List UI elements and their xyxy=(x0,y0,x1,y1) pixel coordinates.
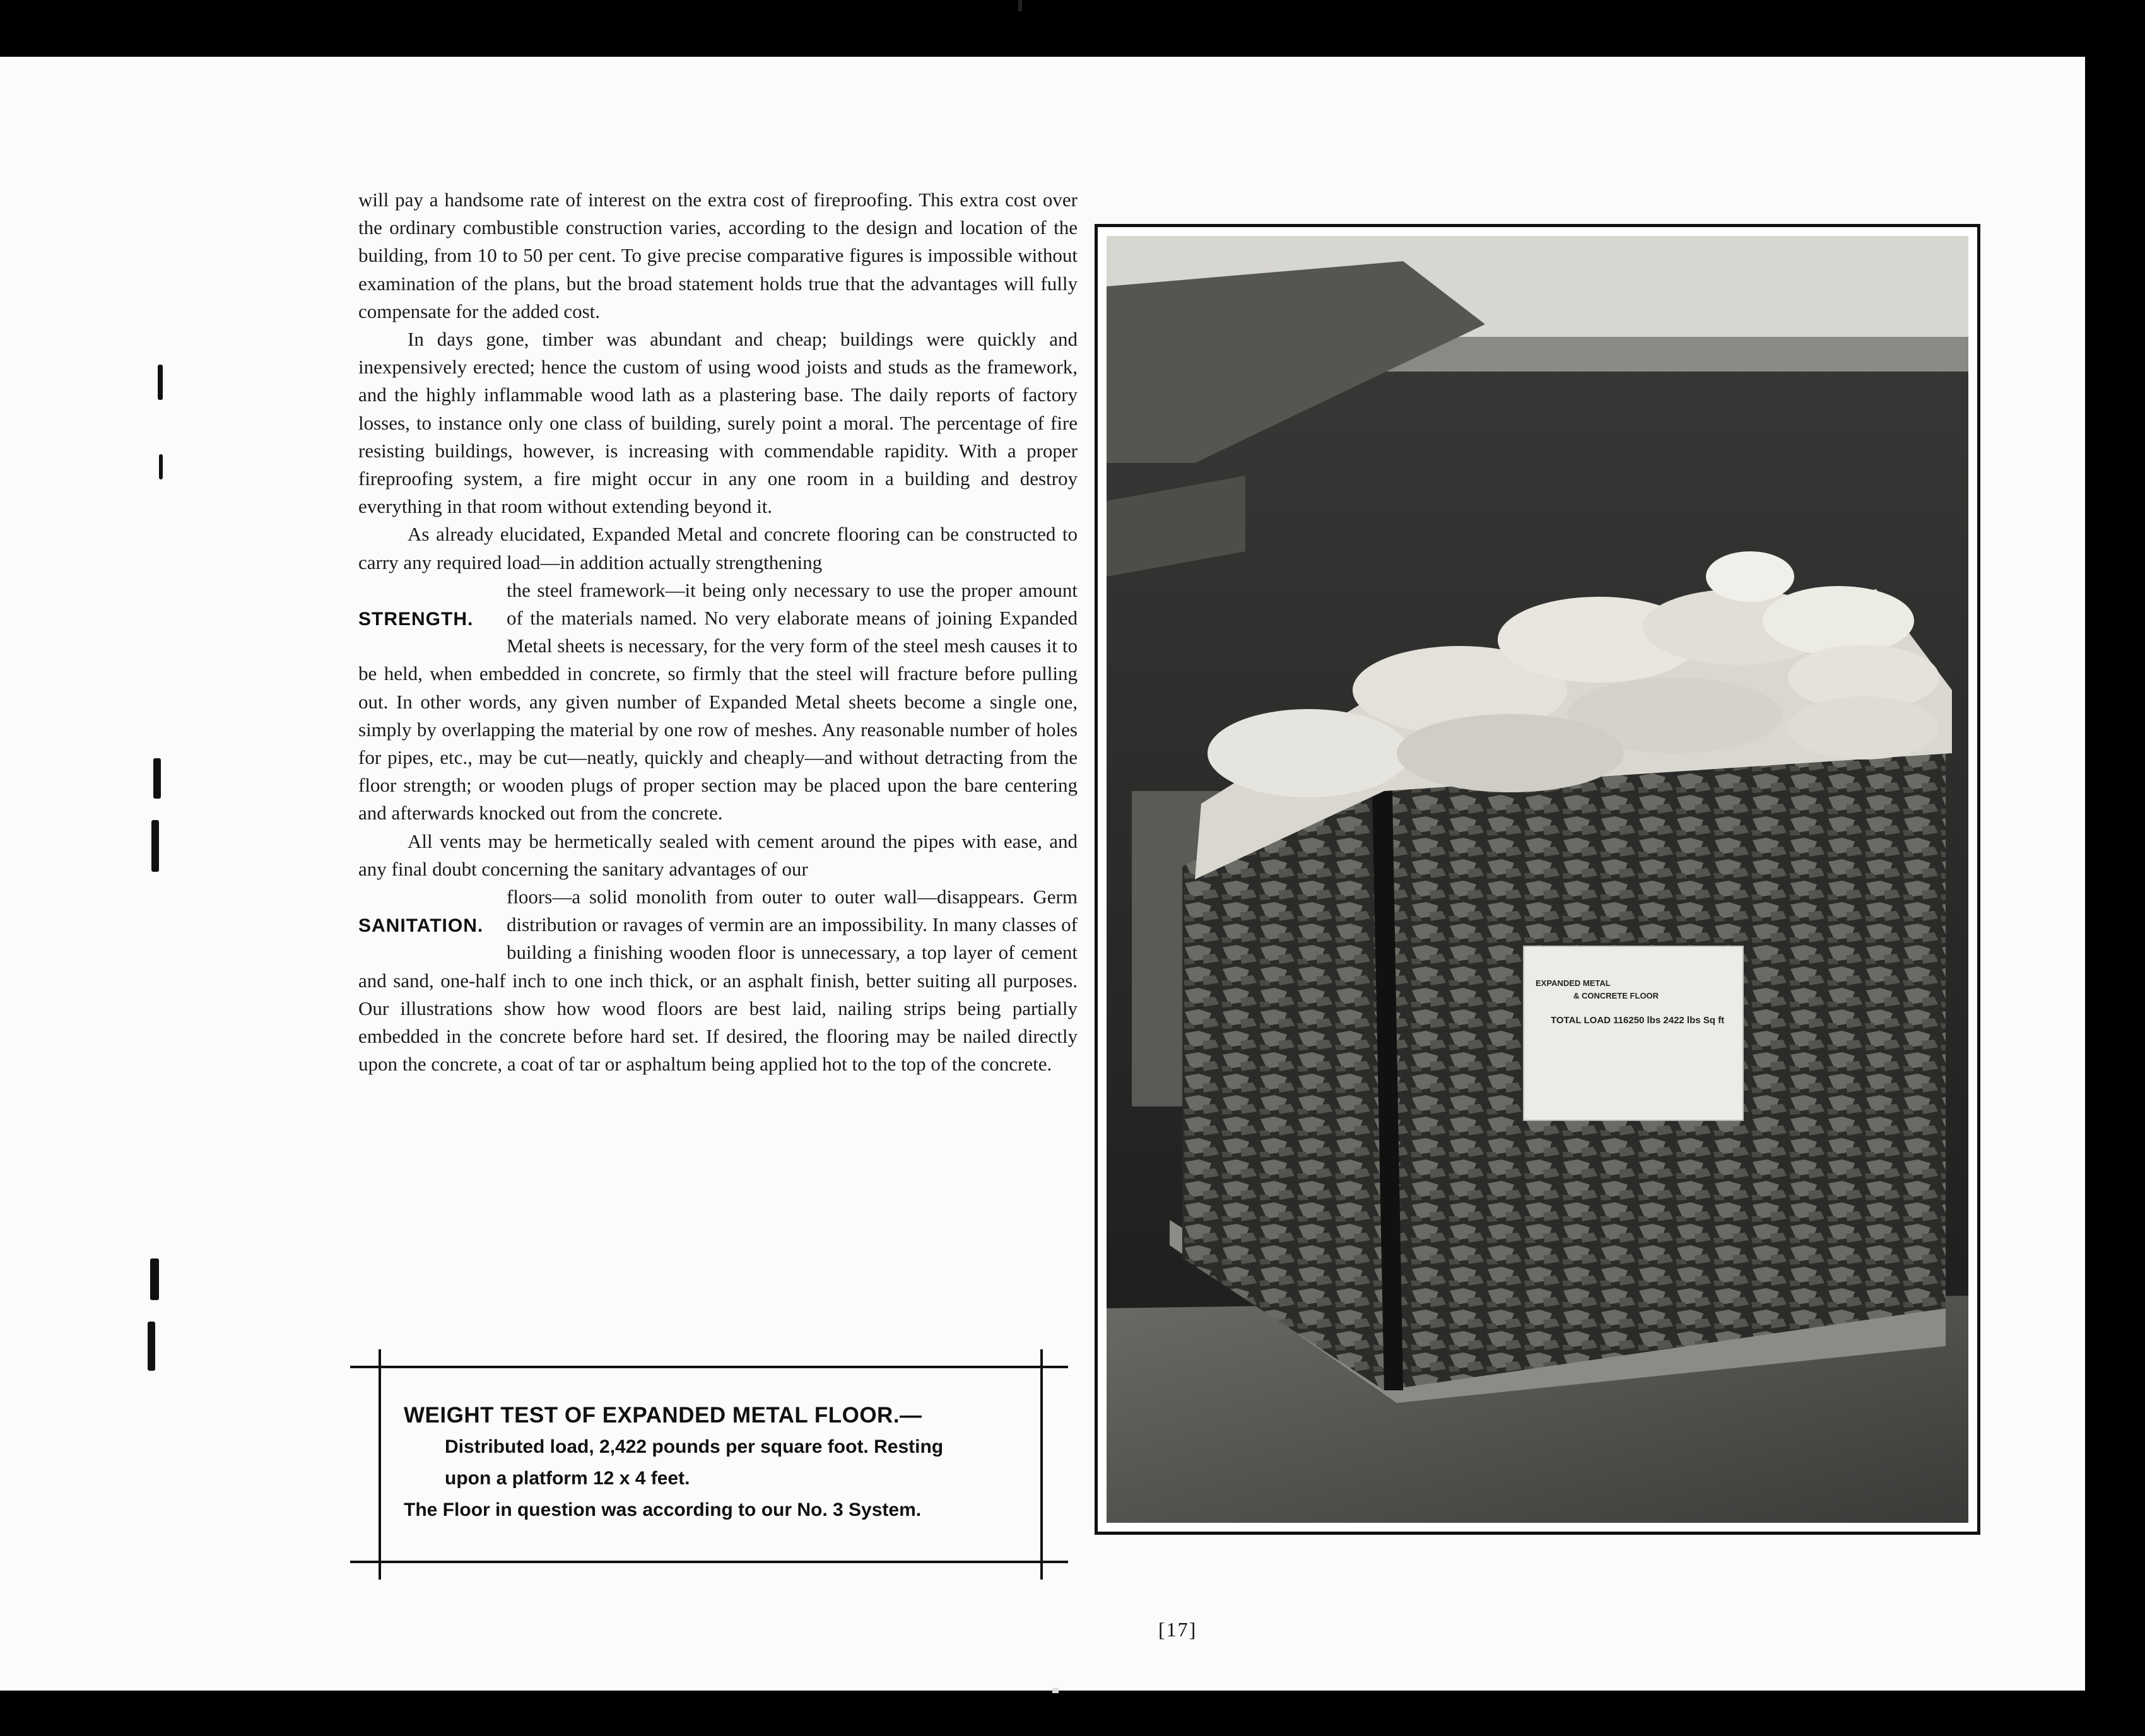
paragraph-sanitation-lead: All vents may be hermetically sealed with cement around the pipes with ease, and any final doubt concerning the sanitary advantages of our xyxy=(358,830,1078,880)
weight-test-photo xyxy=(1107,236,1968,1523)
scan-edge-mark xyxy=(1018,0,1022,11)
side-heading-strength: STRENGTH. xyxy=(358,608,474,630)
margin-mark xyxy=(151,820,159,872)
margin-mark xyxy=(159,454,163,479)
caption-line: upon a platform 12 x 4 feet. xyxy=(445,1468,690,1489)
paragraph-strength: the steel framework—it being only necessary to use the proper amount of the materials named. No very elaborate means of joining Expanded Metal sheets is necessary, for the very form of the steel mesh causes it to be held, when embedded in concrete, so firmly that the steel will fracture before pulling out. In other words, any given number of Expanded Metal sheets become a single one, simply by overlapping the material by one row of meshes. Any reasonable number of holes for pipes, etc., may be cut—neatly, quickly and cheaply—and without detracting from the floor strength; or wooden plugs of proper section may be placed upon the bare centering and afterwards knocked out from the concrete. xyxy=(358,578,1078,824)
caption-line: Distributed load, 2,422 pounds per square foot. Resting xyxy=(445,1436,944,1457)
photo-frame xyxy=(1095,224,1980,1535)
sign-line: TOTAL LOAD 116250 lbs 2422 lbs Sq ft xyxy=(1551,1015,1725,1026)
photo-illustration xyxy=(1107,236,1968,1523)
margin-mark xyxy=(153,758,161,799)
caption-rule-right xyxy=(1040,1349,1043,1580)
margin-mark xyxy=(158,365,163,400)
side-heading-sanitation: SANITATION. xyxy=(358,915,484,937)
margin-mark xyxy=(150,1258,159,1300)
photo-caption-box xyxy=(350,1366,1068,1563)
paragraph-fireproofing-cost: will pay a handsome rate of interest on the extra cost of fireproofing. This extra cost over the ordinary combustible construction varies, according to the design and location of the building, from 10 to 50 per cent. To give precise comparative figures is impossible without examination of the plans, but the broad statement holds true that the advantages will fully compensate for the added cost. xyxy=(358,189,1078,322)
caption-rule-left xyxy=(379,1349,381,1580)
paragraph-sanitation: floors—a solid monolith from outer to outer wall—disappears. Germ distribution or ravages of vermin are an impossibility. In many classes of building a finishing wooden floor is unnecessary, a top layer of cement and sand, one-half inch to one inch thick, or an asphalt finish, better suiting all purposes. Our illustrations show how wood floors are best laid, nailing strips being partially embedded in the concrete before hard set. If desired, the flooring may be nailed directly upon the concrete, a coat of tar or asphaltum being applied hot to the top of the concrete. xyxy=(358,886,1078,1076)
sign-line: & CONCRETE FLOOR xyxy=(1573,991,1659,1000)
page-number: [17] xyxy=(1158,1618,1197,1641)
body-text-column xyxy=(358,186,1078,1079)
document-page xyxy=(0,57,2085,1691)
caption-title: WEIGHT TEST OF EXPANDED METAL FLOOR.— xyxy=(404,1403,922,1428)
scan-edge-mark xyxy=(1052,1688,1059,1693)
caption-line: The Floor in question was according to our No. 3 System. xyxy=(404,1499,922,1520)
margin-mark xyxy=(148,1322,155,1371)
caption-text xyxy=(404,1400,1035,1526)
paragraph-strength-lead: As already elucidated, Expanded Metal and concrete flooring can be constructed to carry any required load—in addition actually strengthening xyxy=(358,523,1078,573)
test-load-sign xyxy=(1523,946,1744,1121)
sign-line: EXPANDED METAL xyxy=(1536,978,1611,988)
paragraph-timber-history: In days gone, timber was abundant and cheap; buildings were quickly and inexpensively erected; hence the custom of using wood joists and studs as the framework, and the highly inflammable wood lath as a plastering base. The daily reports of factory losses, to instance only one class of building, surely point a moral. The percentage of fire resisting buildings, however, is increasing with commendable rapidity. With a proper fireproofing system, a fire might occur in any one room in a building and destroy everything in that room without extending beyond it. xyxy=(358,328,1078,518)
